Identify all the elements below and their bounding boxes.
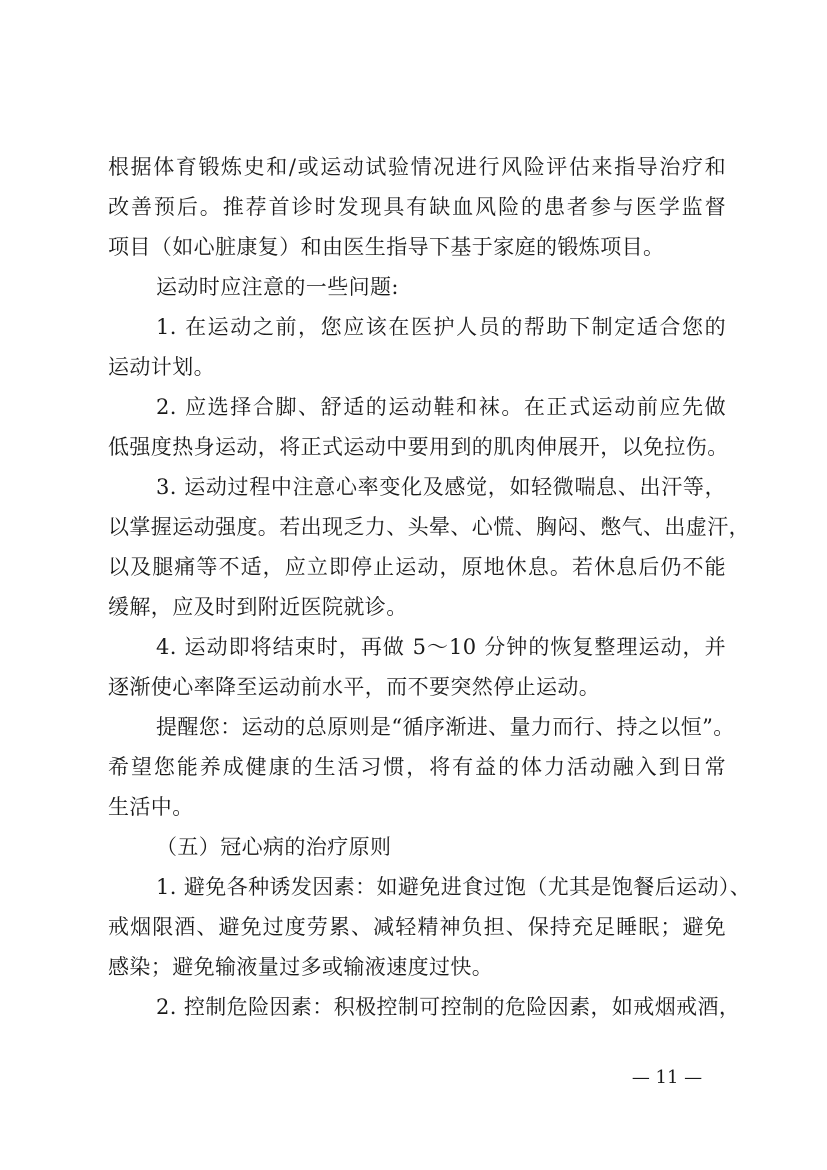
paragraph-line: 感染；避免输液量过多或输液速度过快。 — [108, 955, 494, 979]
section-heading: （五）冠心病的治疗原则 — [156, 835, 392, 859]
list-item-1: 1. 在运动之前，您应该在医护人员的帮助下制定适合您的 — [156, 315, 726, 339]
paragraph-line: 根据体育锻炼史和/或运动试验情况进行风险评估来指导治疗和 — [108, 155, 726, 179]
list-item-2: 2. 应选择合脚、舒适的运动鞋和袜。在正式运动前应先做 — [156, 395, 726, 419]
reminder-line: 提醒您：运动的总原则是“循序渐进、量力而行、持之以恒”。 — [156, 715, 735, 739]
paragraph-line: 生活中。 — [108, 795, 194, 819]
paragraph-line: 运动计划。 — [108, 355, 215, 379]
paragraph-line: 逐渐使心率降至运动前水平，而不要突然停止运动。 — [108, 675, 601, 699]
paragraph-line: 希望您能养成健康的生活习惯，将有益的体力活动融入到日常 — [108, 755, 726, 779]
page-number: — 11 — — [631, 1067, 703, 1088]
paragraph-line: 缓解，应及时到附近医院就诊。 — [108, 595, 408, 619]
list-item-4: 4. 运动即将结束时，再做 5～10 分钟的恢复整理运动，并 — [156, 635, 726, 659]
treatment-item-1: 1. 避免各种诱发因素：如避免进食过饱（尤其是饱餐后运动）、 — [156, 875, 752, 899]
paragraph-line: 项目（如心脏康复）和由医生指导下基于家庭的锻炼项目。 — [108, 235, 665, 259]
paragraph-line: 戒烟限酒、避免过度劳累、减轻精神负担、保持充足睡眠；避免 — [108, 915, 726, 939]
paragraph-line: 改善预后。推荐首诊时发现具有缺血风险的患者参与医学监督 — [108, 195, 726, 219]
section-intro: 运动时应注意的一些问题: — [156, 275, 399, 299]
paragraph-line: 低强度热身运动，将正式运动中要用到的肌肉伸展开，以免拉伤。 — [108, 435, 729, 459]
paragraph-line: 以及腿痛等不适，应立即停止运动，原地休息。若休息后仍不能 — [108, 555, 726, 579]
list-item-3: 3. 运动过程中注意心率变化及感觉，如轻微喘息、出汗等， — [156, 475, 726, 499]
body-text — [108, 147, 752, 1027]
paragraph-line: 以掌握运动强度。若出现乏力、头晕、心慌、胸闷、憋气、出虚汗， — [108, 515, 750, 539]
treatment-item-2: 2. 控制危险因素：积极控制可控制的危险因素，如戒烟戒酒， — [156, 995, 741, 1019]
